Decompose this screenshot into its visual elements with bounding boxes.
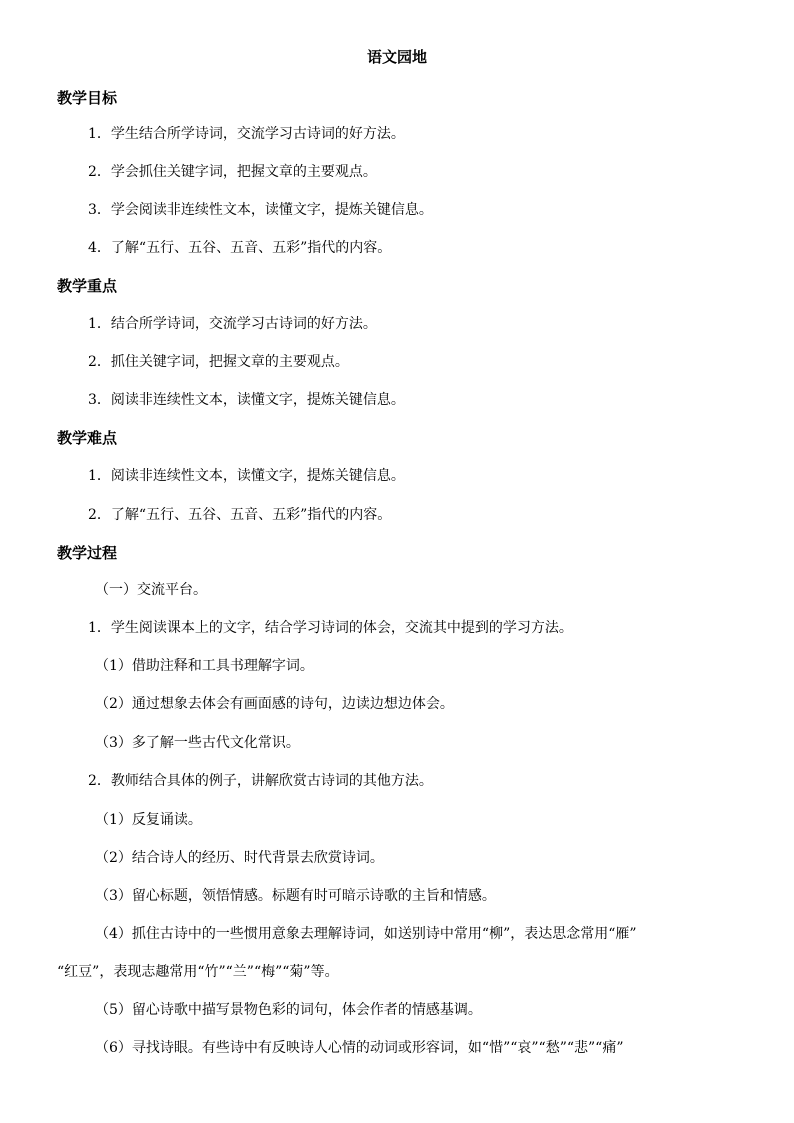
difficulty-item: 2．了解“五行、五谷、五音、五彩”指代的内容。 <box>88 507 392 523</box>
section-heading-process: 教学过程 <box>57 544 118 562</box>
goal-item: 3．学会阅读非连续性文本，读懂文字，提炼关键信息。 <box>88 202 433 218</box>
section-heading-key-points: 教学重点 <box>57 277 118 295</box>
process-line: （4）抓住古诗中的一些惯用意象去理解诗词，如送别诗中常用“柳”，表达思念常用“雁” <box>95 926 637 942</box>
difficulty-item: 1．阅读非连续性文本，读懂文字，提炼关键信息。 <box>88 468 405 484</box>
key-point-item: 3．阅读非连续性文本，读懂文字，提炼关键信息。 <box>88 392 405 408</box>
process-line: （一）交流平台。 <box>95 582 207 598</box>
key-point-item: 1．结合所学诗词，交流学习古诗词的好方法。 <box>88 316 377 332</box>
process-line: （3）多了解一些古代文化常识。 <box>95 735 300 751</box>
process-line: 2．教师结合具体的例子，讲解欣赏古诗词的其他方法。 <box>88 773 433 789</box>
process-line: （6）寻找诗眼。有些诗中有反映诗人心情的动词或形容词，如“惜”“哀”“愁”“悲”“痛” <box>95 1040 624 1056</box>
section-heading-goals: 教学目标 <box>57 89 118 107</box>
process-line: （2）通过想象去体会有画面感的诗句，边读边想边体会。 <box>95 696 454 712</box>
process-line: “红豆”，表现志趣常用“竹”“兰”“梅”“菊”等。 <box>57 964 339 980</box>
process-line: （2）结合诗人的经历、时代背景去欣赏诗词。 <box>95 850 384 866</box>
section-heading-difficulties: 教学难点 <box>57 429 118 447</box>
process-line: （1）借助注释和工具书理解字词。 <box>95 658 314 674</box>
process-line: 1．学生阅读课本上的文字，结合学习诗词的体会，交流其中提到的学习方法。 <box>88 620 573 636</box>
goal-item: 2．学会抓住关键字词，把握文章的主要观点。 <box>88 164 377 180</box>
goal-item: 4．了解“五行、五谷、五音、五彩”指代的内容。 <box>88 240 392 256</box>
process-line: （1）反复诵读。 <box>95 812 202 828</box>
key-point-item: 2．抓住关键字词，把握文章的主要观点。 <box>88 354 349 370</box>
process-line: （5）留心诗歌中描写景物色彩的词句，体会作者的情感基调。 <box>95 1002 482 1018</box>
process-line: （3）留心标题，领悟情感。标题有时可暗示诗歌的主旨和情感。 <box>95 888 496 904</box>
page-title: 语文园地 <box>366 48 427 66</box>
goal-item: 1．学生结合所学诗词，交流学习古诗词的好方法。 <box>88 126 405 142</box>
